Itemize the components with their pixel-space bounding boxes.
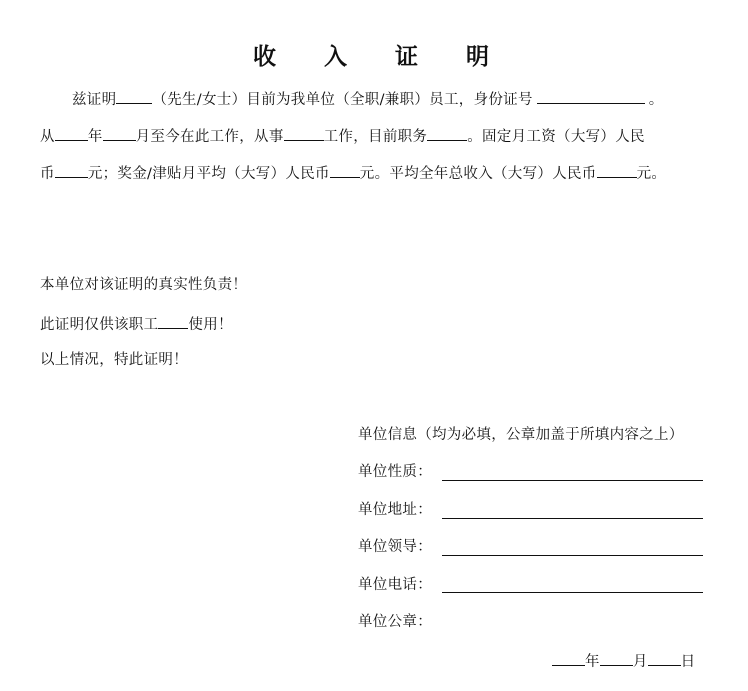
unit-phone-field[interactable] xyxy=(442,592,703,593)
text-segment: 兹证明 xyxy=(72,92,117,108)
text-segment: 从 xyxy=(40,129,55,145)
position-blank[interactable] xyxy=(427,125,467,141)
text-segment: 币 xyxy=(40,166,55,182)
date-year-blank[interactable] xyxy=(552,650,585,666)
statement-closing: 以上情况，特此证明！ xyxy=(40,352,188,368)
unit-leader-label: 单位领导： xyxy=(358,539,432,555)
text-segment: 元。平均全年总收入（大写）人民币 xyxy=(359,166,597,182)
unit-address-label: 单位地址： xyxy=(358,502,432,518)
date-day-blank[interactable] xyxy=(648,650,681,666)
year-label: 年 xyxy=(585,654,600,670)
text-segment: 年 xyxy=(87,129,103,145)
day-label: 日 xyxy=(680,654,696,670)
paragraph-line-1 xyxy=(72,88,664,110)
text-segment: 此证明仅供该职工 xyxy=(40,317,159,333)
id-number-blank[interactable] xyxy=(537,88,645,104)
text-segment: 元；奖金/津贴月平均（大写）人民币 xyxy=(87,166,330,182)
bonus-blank[interactable] xyxy=(330,162,360,178)
document-title: 收 入 证 明 xyxy=(252,43,510,70)
unit-address-field[interactable] xyxy=(442,518,703,519)
month-label: 月 xyxy=(632,654,648,670)
statement-authenticity: 本单位对该证明的真实性负责！ xyxy=(40,277,248,293)
start-year-blank[interactable] xyxy=(55,125,88,141)
date-month-blank[interactable] xyxy=(600,650,633,666)
text-segment: 月至今在此工作，从事 xyxy=(135,129,284,145)
date-line xyxy=(552,650,695,672)
unit-info-heading: 单位信息（均为必填，公章加盖于所填内容之上） xyxy=(358,427,684,443)
unit-seal-label: 单位公章： xyxy=(358,614,432,630)
unit-nature-label: 单位性质： xyxy=(358,464,432,480)
unit-leader-field[interactable] xyxy=(442,555,703,556)
statement-usage xyxy=(40,313,233,335)
text-segment: 元。 xyxy=(636,166,667,182)
paragraph-line-2 xyxy=(40,125,645,147)
text-segment: 。 xyxy=(648,92,664,108)
text-segment: 工作，目前职务 xyxy=(323,129,428,145)
paragraph-line-3 xyxy=(40,162,666,184)
unit-nature-field[interactable] xyxy=(442,480,703,481)
text-segment: 。固定月工资（大写）人民 xyxy=(467,129,645,145)
text-segment: （先生/女士）目前为我单位（全职/兼职）员工，身份证号 xyxy=(152,92,533,108)
job-type-blank[interactable] xyxy=(284,125,324,141)
start-month-blank[interactable] xyxy=(103,125,136,141)
name-blank[interactable] xyxy=(116,88,152,104)
usage-purpose-blank[interactable] xyxy=(158,313,188,329)
monthly-salary-blank[interactable] xyxy=(55,162,88,178)
annual-income-blank[interactable] xyxy=(597,162,637,178)
unit-phone-label: 单位电话： xyxy=(358,577,432,593)
text-segment: 使用！ xyxy=(188,317,233,333)
